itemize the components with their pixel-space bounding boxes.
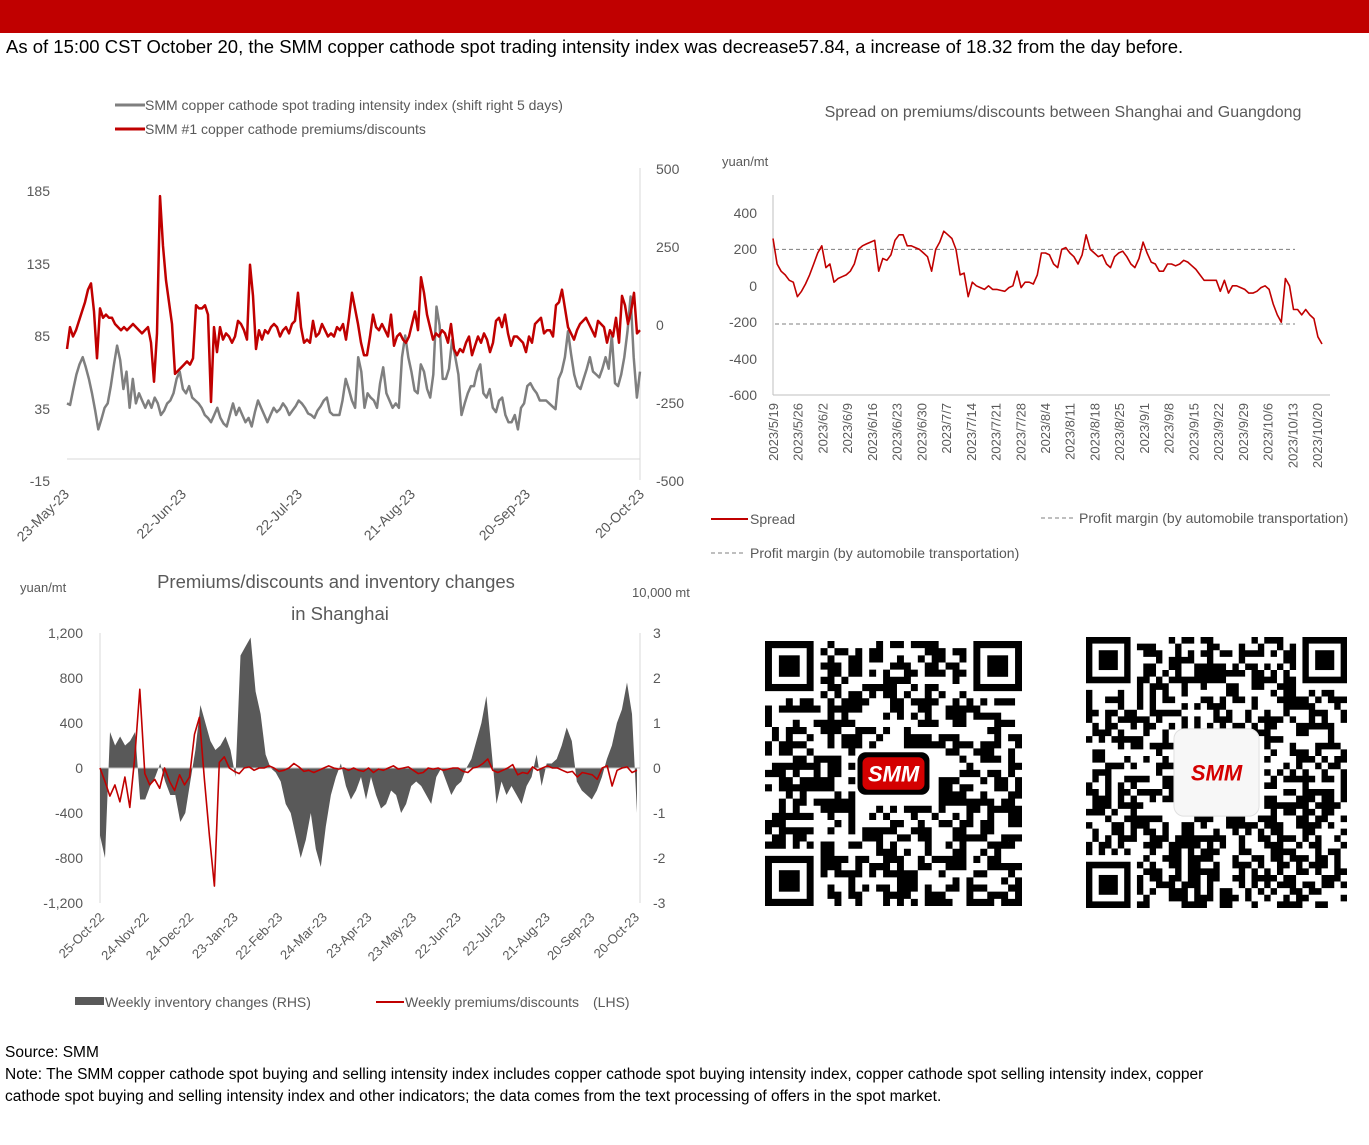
y-left-tick: 400 xyxy=(59,715,83,731)
x-tick: 2023/8/11 xyxy=(1062,403,1078,460)
x-tick: 2023/8/4 xyxy=(1038,403,1053,454)
y-tick: 400 xyxy=(733,205,757,221)
legend-profit-margin-2: Profit margin (by automobile transportation) xyxy=(750,545,1020,561)
y-right-tick: -1 xyxy=(653,805,666,821)
x-tick: 2023/7/14 xyxy=(963,403,979,461)
qr-code-smm-app[interactable] xyxy=(765,641,1022,906)
x-tick: 2023/6/9 xyxy=(840,403,856,454)
y-right-tick: 2 xyxy=(653,670,661,686)
x-tick: 22-Feb-23 xyxy=(232,909,286,963)
y-right-tick: 500 xyxy=(656,161,680,177)
note-text: Note: The SMM copper cathode spot buying and selling intensity index includes copper cathode spot buying intensity index, copper cathode spot selling intensity index, copper cathode spot buying and selling intensity index and other indicators; the data comes from the text processing of offers in the spot market. xyxy=(5,1066,1204,1105)
x-tick: 22-Jul-23 xyxy=(252,485,306,539)
footer xyxy=(5,1042,1225,1108)
x-tick: 25-Oct-22 xyxy=(55,909,108,962)
y-right-tick: -3 xyxy=(653,895,666,911)
x-tick: 2023/9/15 xyxy=(1186,403,1202,461)
x-tick: 23-May-23 xyxy=(364,909,420,965)
x-tick: 22-Jun-23 xyxy=(411,909,464,962)
chart-title-line1: Premiums/discounts and inventory changes xyxy=(157,571,515,592)
intensity-chart xyxy=(13,97,684,544)
legend-premiums: SMM #1 copper cathode premiums/discounts xyxy=(145,121,426,137)
x-tick: 2023/10/20 xyxy=(1310,403,1325,469)
x-tick: 2023/9/1 xyxy=(1136,403,1152,454)
y-right-tick: -2 xyxy=(653,850,666,866)
x-tick: 2023/10/13 xyxy=(1285,403,1301,469)
y-left-tick: -1,200 xyxy=(43,895,83,911)
x-tick: 2023/10/6 xyxy=(1260,403,1276,461)
legend-swatch-inventory xyxy=(75,997,104,1005)
x-tick: 2023/9/22 xyxy=(1211,403,1227,461)
y-left-tick: 800 xyxy=(59,670,83,686)
legend-spread: Spread xyxy=(750,511,796,527)
y-right-unit: 10,000 mt xyxy=(632,585,690,600)
qr-code-smm-wechat[interactable] xyxy=(1086,637,1347,908)
chart-title: Spread on premiums/discounts between Shanghai and Guangdong xyxy=(824,104,1302,121)
x-tick: 2023/6/23 xyxy=(889,403,905,461)
x-ticks xyxy=(56,910,642,965)
x-tick: 2023/5/19 xyxy=(766,403,781,461)
series-inventory-area xyxy=(100,638,637,868)
y-left-tick: 85 xyxy=(34,328,50,344)
x-tick: 2023/8/18 xyxy=(1087,403,1103,461)
y-tick: -200 xyxy=(728,314,757,330)
y-axis-unit: yuan/mt xyxy=(722,154,769,169)
x-tick: 2023/8/25 xyxy=(1112,403,1128,461)
y-left-tick: 0 xyxy=(75,760,83,776)
x-tick: 22-Jun-23 xyxy=(133,485,190,542)
headline-text: As of 15:00 CST October 20, the SMM copper cathode spot trading intensity index was decrease57.84, a increase of 18.32 from the day before. xyxy=(6,36,1184,57)
y-right-tick: 0 xyxy=(656,317,664,333)
y-tick: 200 xyxy=(733,241,757,257)
x-tick: 2023/6/16 xyxy=(864,403,880,461)
x-tick: 20-Sep-23 xyxy=(475,485,534,544)
legend-profit-margin-1: Profit margin (by automobile transportation) xyxy=(1079,510,1349,526)
y-left-tick: -15 xyxy=(29,473,50,489)
x-tick: 20-Oct-23 xyxy=(590,909,643,962)
x-tick: 2023/5/26 xyxy=(790,403,806,461)
x-tick: 23-May-23 xyxy=(13,485,73,545)
y-left-unit: yuan/mt xyxy=(20,580,67,595)
smm-logo: SMM xyxy=(867,761,920,787)
qr-modules xyxy=(765,641,1022,906)
y-right-tick: 250 xyxy=(656,239,680,255)
qr-modules xyxy=(1086,637,1347,908)
x-tick: 21-Aug-23 xyxy=(499,909,553,964)
y-left-tick: 135 xyxy=(26,256,50,272)
y-right-tick: 1 xyxy=(653,715,661,731)
x-tick: 23-Apr-23 xyxy=(323,909,375,962)
y-right-tick: 3 xyxy=(653,625,661,641)
x-tick: 20-Sep-23 xyxy=(543,909,598,964)
y-right-tick: -250 xyxy=(656,395,685,411)
y-left-tick: 35 xyxy=(34,401,50,417)
x-tick: 24-Nov-22 xyxy=(98,909,152,964)
x-tick: 24-Dec-22 xyxy=(142,909,197,964)
y-left-tick: -800 xyxy=(54,850,83,866)
chart-title-line2: in Shanghai xyxy=(291,603,389,624)
y-tick: -600 xyxy=(728,387,757,403)
y-tick: 0 xyxy=(749,278,757,294)
x-tick: 2023/9/8 xyxy=(1161,403,1177,454)
smm-logo: SMM xyxy=(1190,760,1243,786)
y-left-tick: 185 xyxy=(26,183,50,199)
series-premiums-line xyxy=(67,196,640,402)
x-tick: 23-Jan-23 xyxy=(188,909,241,962)
legend-inventory: Weekly inventory changes (RHS) xyxy=(105,994,311,1010)
x-tick: 2023/7/21 xyxy=(988,403,1004,461)
legend-weekly-premiums: Weekly premiums/discounts (LHS) xyxy=(405,994,630,1010)
y-right-tick: -500 xyxy=(656,473,685,489)
legend-intensity: SMM copper cathode spot trading intensity index (shift right 5 days) xyxy=(145,97,563,113)
x-tick: 2023/7/7 xyxy=(939,403,955,454)
y-left-tick: 1,200 xyxy=(47,625,83,641)
x-tick: 2023/7/28 xyxy=(1013,403,1029,461)
inventory-chart xyxy=(20,571,690,1010)
y-tick: -400 xyxy=(728,351,757,367)
x-ticks xyxy=(766,403,1325,468)
x-tick: 2023/9/29 xyxy=(1235,403,1251,461)
x-tick: 20-Oct-23 xyxy=(591,485,648,542)
y-right-tick: 0 xyxy=(653,760,661,776)
x-tick: 22-Jul-23 xyxy=(459,909,509,959)
x-tick: 2023/6/2 xyxy=(815,403,831,454)
x-tick: 21-Aug-23 xyxy=(360,485,419,544)
x-tick: 24-Mar-23 xyxy=(277,909,331,963)
source-text: Source: SMM xyxy=(5,1044,99,1061)
x-tick: 2023/6/30 xyxy=(914,403,930,461)
y-left-tick: -400 xyxy=(54,805,83,821)
spread-chart xyxy=(711,104,1348,561)
series-spread-line xyxy=(773,231,1322,344)
